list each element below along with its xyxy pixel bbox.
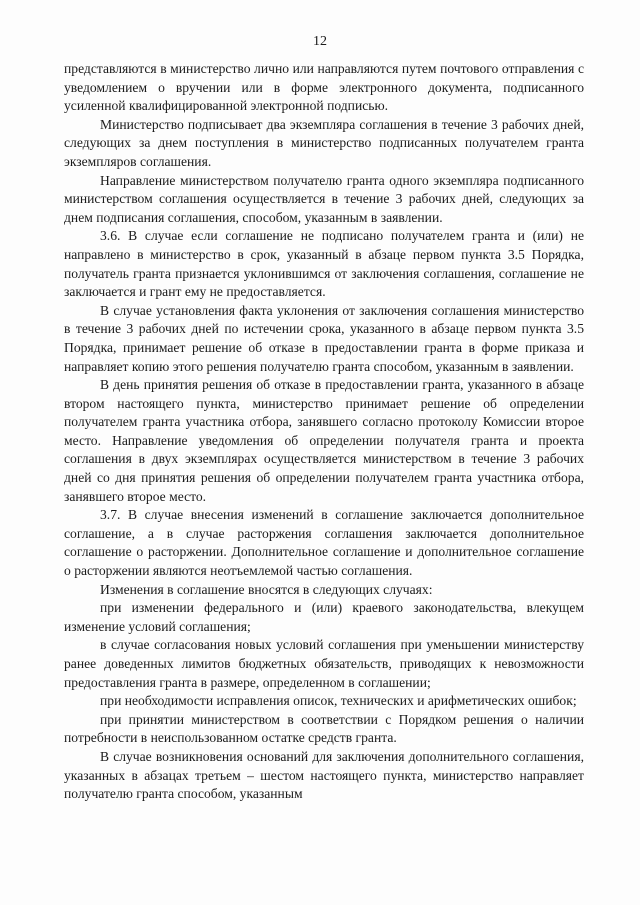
list-item-limits-reduction: в случае согласования новых условий соглашения при уменьшении министерству ранее доведенных лимитов бюджетных обязательств, приводящих к невозможности предоставления гранта в размере, определенном в соглашении; [64, 637, 584, 690]
list-item-corrections: при необходимости исправления описок, технических и арифметических ошибок; [100, 693, 577, 709]
paragraph-continuation: представляются в министерство лично или направляются путем почтового отправления с уведомлением о вручении или в форме электронного документа, подписанного усиленной квалифицированной электронной подписью. [64, 61, 584, 114]
paragraph-sending: Направление министерством получателю гранта одного экземпляра подписанного министерством соглашения осуществляется в течение 3 рабочих дней, следующих за днем подписания соглашения, способом, указанным в заявлении. [64, 172, 584, 225]
document-body [64, 60, 584, 804]
paragraph-3-7: 3.7. В случае внесения изменений в соглашение заключается дополнительное соглашение, а в случае расторжения соглашения заключается дополнительное соглашение о расторжении. Дополнительное соглашение и дополнительное соглашение о расторжении являются неотъемлемой частью соглашения. [64, 507, 584, 579]
paragraph-evasion: В случае установления факта уклонения от заключения соглашения министерство в течение 3 рабочих дней по истечении срока, указанного в абзаце первом пункта 3.5 Порядка, принимает решение об отказе в предоставлении гранта в форме приказа и направляет копию этого решения получателю гранта способом, указанным в заявлении. [64, 302, 584, 374]
paragraph-changes-intro: Изменения в соглашение вносятся в следующих случаях: [100, 581, 433, 597]
paragraph-refusal-day: В день принятия решения об отказе в предоставлении гранта, указанного в абзаце втором настоящего пункта, министерство принимает решение об определении получателем гранта участника отбора, занявшего согласно протоколу Комиссии второе место. Направление уведомления об определении получателя гранта и проекта соглашения в двух экземплярах осуществляется министерством в течение 3 рабочих дней со дня принятия решения об определении получателем гранта участника отбора, занявшего второе место. [64, 377, 584, 504]
page-number: 12 [313, 34, 327, 49]
paragraph-signing: Министерство подписывает два экземпляра соглашения в течение 3 рабочих дней, следующих за днем поступления в министерство подписанных получателем гранта экземпляров соглашения. [64, 116, 584, 169]
list-item-unused-funds: при принятии министерством в соответствии с Порядком решения о наличии потребности в неиспользованном остатке средств гранта. [64, 711, 584, 746]
list-item-law-change: при изменении федерального и (или) краевого законодательства, влекущем изменение условий соглашения; [64, 600, 584, 634]
paragraph-additional-agreement: В случае возникновения оснований для заключения дополнительного соглашения, указанных в абзацах третьем – шестом настоящего пункта, министерство направляет получателю гранта способом, указанным [64, 748, 584, 802]
paragraph-3-6: 3.6. В случае если соглашение не подписано получателем гранта и (или) не направлено в министерство в срок, указанный в абзаце первом пункта 3.5 Порядка, получатель гранта признается уклонившимся от заключения соглашения, соглашение не заключается и грант ему не предоставляется. [64, 228, 584, 300]
